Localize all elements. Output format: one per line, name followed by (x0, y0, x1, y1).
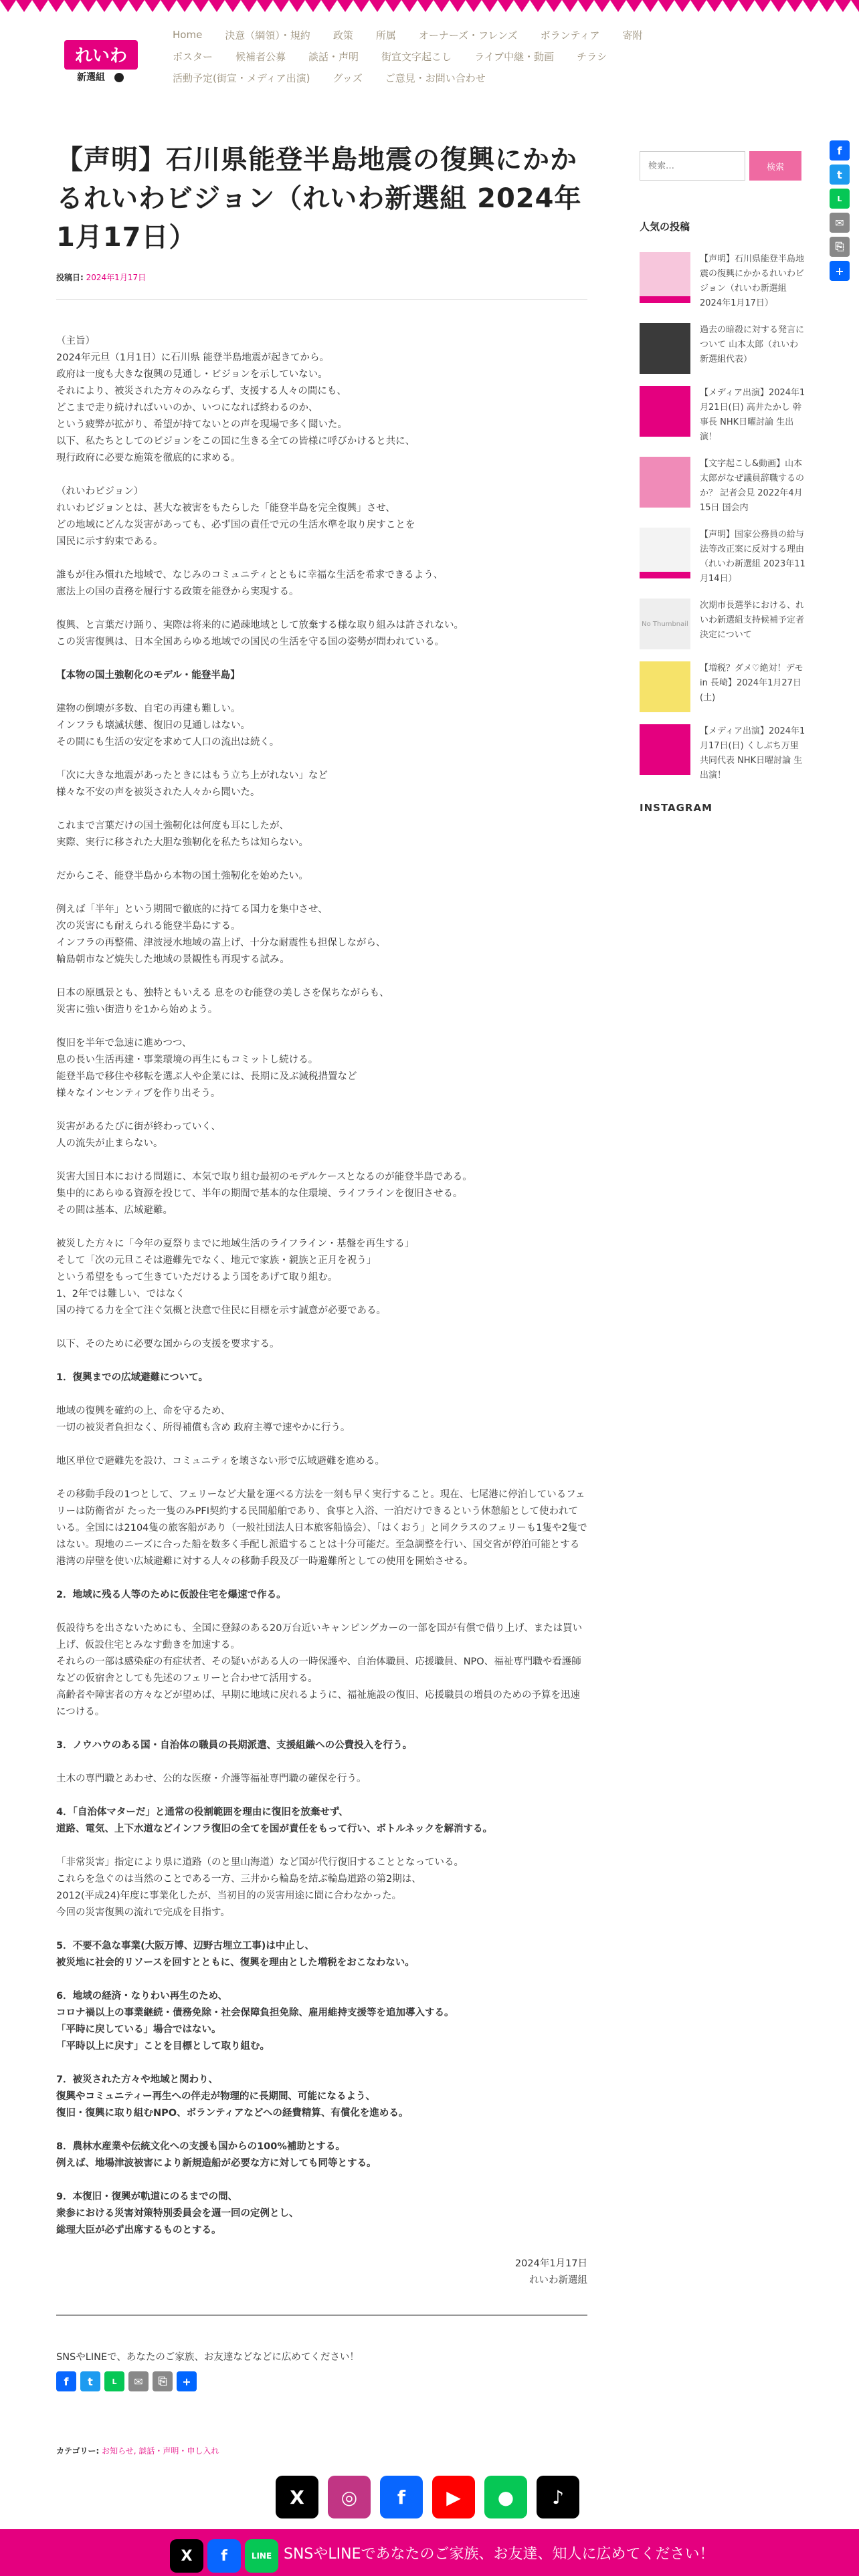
article-subheading: 7．被災された方々や地域と関わり、 復興やコミュニティー再生への伴走が物理的に長期間、可能になるよう、 復旧・復興に取り組むNPO、ボランティアなどへの経費精算、有償化を進める。 (56, 2074, 409, 2119)
popular-post-title[interactable]: 【増税？ダメ♡絶対！デモ in 長崎】2024年1月27日(土) (700, 663, 803, 703)
article-paragraph: 「非常災害」指定により県に道路（のと里山海道）など国が代行復旧することとなっている。 これらを急ぐのは当然のことである一方、三井から輪島を結ぶ輪島道路の第2期は、 2012(平成24)年度に事業化したが、当初目的の災害用途に間に合わなかった。 今回の災害復興の流れで完成を目指す。 (56, 1857, 464, 1918)
post-date-link[interactable]: 2024年1月17日 (86, 273, 147, 282)
line-icon[interactable]: ● (484, 2476, 527, 2518)
article-subheading: 5．不要不急な事業(大阪万博、辺野古埋立工事)は中止し、 被災地に社会的リソースを回すとともに、復興を理由とした増税をおこなわない。 (56, 1941, 415, 1968)
nav-link[interactable]: ボランティア (540, 29, 600, 41)
nav-link[interactable]: 候補者公募 (235, 50, 286, 63)
email-share-button[interactable]: ✉ (128, 2371, 149, 2391)
main-navigation (173, 24, 775, 88)
nav-link[interactable]: オーナーズ・フレンズ (418, 29, 518, 41)
article-subheading: 6．地域の経済・なりわい再生のため、 コロナ禍以上の事業継続・債務免除・社会保障負担免除、雇用維持支援等を追加導入する。 「平時に戻している」場合ではない。 「平時以上に戻す」ことを目標として取り組む。 (56, 1991, 454, 2052)
twitter-share-button[interactable]: t (80, 2371, 100, 2391)
footer-share-bar (0, 2529, 859, 2576)
popular-post-thumbnail[interactable] (640, 528, 690, 578)
twitter-share-button[interactable]: t (830, 165, 850, 185)
article-subheading: 9．本復旧・復興が軌道にのるまでの間、 衆参における災害対策特別委員会を週一回の定例とし、 総理大臣が必ず出席するものとする。 (56, 2191, 299, 2236)
divider (56, 299, 587, 300)
footer-share-icons (170, 2539, 278, 2573)
copy-link-button[interactable]: ⎘ (153, 2371, 173, 2391)
article-paragraph: 日本の原風景とも、独特ともいえる 息をのむ能登の美しさを保ちながらも、 災害に強い街造りを1から始めよう。 (56, 988, 389, 1015)
popular-posts-heading: 人気の投稿 (640, 221, 690, 233)
popular-post-item[interactable] (640, 724, 807, 783)
article-paragraph: 災害があるたびに街が終わっていく、 人の流失が止まらない。 (56, 1121, 221, 1149)
nav-link[interactable]: 街宣文字起こし (381, 50, 452, 63)
nav-row-2 (173, 45, 775, 67)
nav-link[interactable]: 所属 (375, 29, 396, 41)
article-paragraph: 地区単位で避難先を設け、コミュニティを壊さない形で広域避難を進める。 (56, 1456, 385, 1467)
nav-link[interactable]: 政策 (332, 29, 353, 41)
nav-link[interactable]: 決意（綱領）・規約 (225, 29, 310, 41)
article-subheading: 3．ノウハウのある国・自治体の職員の長期派遣、支援組織への公費投入を行う。 (56, 1740, 413, 1751)
nav-link[interactable]: Home (173, 29, 203, 41)
nav-link[interactable]: ポスター (173, 50, 213, 63)
search-input[interactable] (640, 151, 745, 181)
share-prompt: SNSやLINEで、あなたのご家族、お友達などなどに広めてください！ (56, 2352, 359, 2363)
article-paragraph: （れいわビジョン） れいわビジョンとは、甚大な被害をもたらした「能登半島を完全復興」させ、 どの地域にどんな災害があっても、必ず国の責任で元の生活水準を取り戻すことを 国民に示す約束である。 (56, 486, 415, 547)
article-paragraph: 土木の専門職とあわせ、公的な医療・介護等福祉専門職の確保を行う。 (56, 1774, 367, 1784)
popular-post-thumbnail[interactable] (640, 323, 690, 374)
email-share-button[interactable]: ✉ (830, 213, 850, 233)
floating-share-bar (830, 140, 852, 285)
nav-link[interactable]: グッズ (332, 72, 363, 84)
popular-post-item[interactable] (640, 528, 807, 586)
popular-post-title[interactable]: 【メディア出演】2024年1月21日(日) 高井たかし 幹事長 NHK日曜討論 生出演！ (700, 388, 805, 442)
addtoany-share-button[interactable]: + (177, 2371, 197, 2391)
popular-post-title[interactable]: 次期市長選挙における、れいわ新選組支持候補予定者決定について (700, 601, 805, 640)
facebook-icon[interactable]: f (380, 2476, 423, 2518)
popular-post-item[interactable] (640, 252, 807, 311)
article-paragraph: （主旨） 2024年元旦（1月1日）に石川県 能登半島地震が起きてから。 政府は一度も大きな復興の見通し・ビジョンを示していない。 それにより、被災された方々のみならず、支援する人々の間にも、 どこまで走り続ければいいのか、いつになれば終わるのか、 という疲弊が拡がり、希望が持てないとの声を現場で多く聞いた。 以下、私たちとしてのビジョンをこの国に生きる全ての皆様に呼びかけると共に、 現行政府に必要な施策を徹底的に求める。 (56, 336, 415, 463)
search-form (640, 151, 807, 181)
article-paragraph: だからこそ、能登半島から本物の国土強靭化を始めたい。 (56, 871, 308, 881)
popular-post-thumbnail[interactable]: No Thumbnail (640, 599, 690, 649)
article-paragraph: 被災した方々に「今年の夏祭りまでに地域生活のライフライン・基盤を再生する」 そして「次の元旦こそは避難先でなく、地元で家族・親族と正月を祝う」 という希望をもって生きていただけるよう国をあげて取り組む。 1、2年では難しい、ではなく 国の持てる力を全て注ぐ気概と決意で住民に目標を示す誠意が必要である。 (56, 1239, 415, 1316)
article-paragraph: 建物の倒壊が多数、自宅の再建も難しい。 インフラも壊滅状態、復旧の見通しはない。 その間にも生活の安定を求めて人口の流出は続く。 (56, 704, 280, 748)
divider (56, 2315, 587, 2316)
article-paragraph: 地域の復興を確約の上、命を守るため、 一切の被災者負担なく、所得補償も含め 政府主導で速やかに行う。 (56, 1406, 351, 1433)
article-subheading: 【本物の国土強靭化のモデル・能登半島】 (56, 670, 240, 681)
popular-post-title[interactable]: 【文字起こし&動画】山本太郎がなぜ議員辞職するのか？ 記者会見 2022年4月15日 国会内 (700, 459, 805, 513)
nav-link[interactable]: ライブ中継・動画 (474, 50, 555, 63)
line-share-button[interactable]: L (104, 2371, 124, 2391)
popular-post-item[interactable] (640, 323, 807, 374)
post-categories: カテゴリー: お知らせ, 談話・声明・申し入れ (56, 2446, 219, 2456)
line-icon[interactable]: LINE (245, 2539, 278, 2573)
article-paragraph: 例えば「半年」という期間で徹底的に持てる国力を集中させ、 次の災害にも耐えられる能登半島にする。 インフラの再整備、津波浸水地域の嵩上げ、十分な耐震性も担保しながら、 輪島朝市など焼失した地域の景観性も再現する試み。 (56, 904, 386, 965)
article-paragraph: 以下、そのために必要な国からの支援を要求する。 (56, 1339, 280, 1350)
article-subheading: 8．農林水産業や伝統文化への支援も国からの100%補助とする。 例えば、地場津波被害により新規造船が必要な方に対しても同等とする。 (56, 2141, 377, 2169)
signature: 2024年1月17日 れいわ新選組 (514, 2258, 587, 2286)
nav-link[interactable]: ご意見・お問い合わせ (385, 72, 486, 84)
addtoany-share-button[interactable]: + (830, 261, 850, 281)
popular-post-item[interactable] (640, 599, 807, 649)
article-body (56, 333, 587, 2239)
article-paragraph: その移動手段の1つとして、フェリーなど大量を運べる方法を一刻も早く実行すること。現在、七尾港に停泊しているフェリーは防衛省が たった一隻のみPFI契約する民間船舶であり、食事と入浴、一泊だけできるという休憩船として使われている。全国には2104隻の旅客船があり（一般社団法人日本旅客船協会）、「はくおう」と同クラスのフェリーも1隻や2隻ではない。現地のニーズに合った船を数多く手配し派遣することは十分可能だ。至急調整を行い、国交省が停泊可能とする港湾の岸壁を使い広域避難に対する人々の移動手段及び一時避難所としての使用を開始させる。 (56, 1489, 587, 1567)
article-paragraph: 復旧を半年で急速に進めつつ、 息の長い生活再建・事業環境の再生にもコミットし続ける。 能登半島で移住や移転を選ぶ人や企業には、長期に及ぶ減税措置など 様々なインセンティブを作り出そう。 (56, 1038, 357, 1099)
page-title: 【声明】石川県能登半島地震の復興にかかるれいわビジョン（れいわ新選組 2024年1月17日） (56, 144, 582, 253)
category-links[interactable]: お知らせ, 談話・声明・申し入れ (102, 2446, 219, 2456)
article-paragraph: 仮設待ちを出さないためにも、全国に登録のある20万台近いキャンピングカーの一部を国が有償で借り上げ、または買い上げ、仮設住宅とみなす動きを加速する。 それらの一部は感染症の有症状者、その疑いがある人の一時保護や、自治体職員、応援職員、NPO、福祉専門職や看護師などの仮宿舎としても先述のフェリーと合わせて活用する。 高齢者や障害者の方々などが望めば、早期に地域に戻れるように、福祉施設の復旧、応援職員の増員のための予算を迅速につける。 (56, 1623, 583, 1717)
logo-mark-icon (114, 73, 124, 82)
popular-post-thumbnail[interactable] (640, 457, 690, 508)
site-header (0, 24, 859, 98)
instagram-icon[interactable]: ◎ (328, 2476, 371, 2518)
nav-link[interactable]: 活動予定(街宣・メディア出演) (173, 72, 310, 84)
article-paragraph: 誰もが住み慣れた地域で、なじみのコミュニティとともに幸福な生活を希求できるよう、 憲法上の国の責務を履行する政策を能登から実現する。 (56, 570, 444, 597)
social-links (276, 2476, 579, 2518)
popular-post-item[interactable] (640, 386, 807, 445)
article-subheading: 2．地域に残る人等のために仮設住宅を爆速で作る。 (56, 1590, 286, 1600)
copy-link-button[interactable]: ⎘ (830, 237, 850, 257)
logo-main-text: れいわ (74, 46, 128, 66)
facebook-icon[interactable]: f (207, 2539, 241, 2573)
line-share-button[interactable]: L (830, 189, 850, 209)
article-paragraph: これまで言葉だけの国土強靭化は何度も耳にしたが、 実際、実行に移された大胆な強靭化を私たちは知らない。 (56, 821, 308, 848)
share-buttons (56, 2371, 587, 2391)
article-subheading: 1．復興までの広域避難について。 (56, 1372, 209, 1383)
popular-post-title[interactable]: 【メディア出演】2024年1月17日(日) くしぶち万里 共同代表 NHK日曜討論 生出演！ (700, 726, 805, 780)
popular-post-title[interactable]: 【声明】国家公務員の給与法等改正案に反対する理由（れいわ新選組 2023年11月14日） (700, 530, 805, 584)
x-icon[interactable]: X (276, 2476, 318, 2518)
instagram-heading: INSTAGRAM (640, 802, 713, 814)
popular-post-title[interactable]: 過去の暗殺に対する発言について 山本太郎（れいわ新選組代表） (700, 325, 805, 364)
popular-post-title[interactable]: 【声明】石川県能登半島地震の復興にかかるれいわビジョン（れいわ新選組 2024年1月17日） (700, 254, 805, 308)
x-icon[interactable]: X (170, 2539, 203, 2573)
article-paragraph: 「次に大きな地震があったときにはもう立ち上がれない」など 様々な不安の声を被災された人々から聞いた。 (56, 770, 328, 798)
popular-post-item[interactable] (640, 457, 807, 516)
article (56, 140, 587, 2456)
popular-post-thumbnail[interactable] (640, 252, 690, 303)
nav-row-3 (173, 67, 775, 88)
popular-posts-list (640, 252, 807, 783)
top-zigzag-banner (0, 0, 859, 24)
site-logo[interactable] (64, 39, 138, 84)
youtube-icon[interactable]: ▶ (432, 2476, 475, 2518)
search-button[interactable]: 検索 (749, 151, 801, 181)
popular-post-thumbnail[interactable] (640, 661, 690, 712)
nav-link[interactable]: 談話・声明 (308, 50, 359, 63)
popular-post-thumbnail[interactable] (640, 386, 690, 437)
footer-share-text: SNSやLINEであなたのご家族、お友達、知人に広めてください！ (284, 2546, 714, 2563)
nav-row-1 (173, 24, 775, 45)
facebook-share-button[interactable]: f (56, 2371, 76, 2391)
popular-post-item[interactable] (640, 661, 807, 712)
article-paragraph: 災害大国日本における問題に、本気で取り組む最初のモデルケースとなるのが能登半島である。 集中的にあらゆる資源を投じて、半年の期間で基本的な住環境、ライフラインを復旧させる。 その間は基本、広域避難。 (56, 1172, 472, 1216)
post-date: 投稿日: 2024年1月17日 (56, 273, 147, 282)
tiktok-icon[interactable]: ♪ (537, 2476, 579, 2518)
popular-post-thumbnail[interactable] (640, 724, 690, 775)
article-paragraph: 復興、と言葉だけ踊り、実際は将来的に過疎地域として放棄する様な取り組みは許されない。 この災害復興は、日本全国あらゆる地域での国民の生活を守る国の姿勢が問われている。 (56, 620, 464, 647)
article-subheading: 4．「自治体マターだ」と通常の役割範囲を理由に復旧を放棄せず、 道路、電気、上下水道などインフラ復旧の全てを国が責任をもって行い、ボトルネックを解消する。 (56, 1807, 493, 1834)
sidebar (640, 151, 807, 814)
logo-sub-text: 新選組 (77, 72, 105, 83)
nav-link[interactable]: チラシ (577, 50, 607, 63)
facebook-share-button[interactable]: f (830, 140, 850, 160)
nav-link[interactable]: 寄附 (622, 29, 643, 41)
